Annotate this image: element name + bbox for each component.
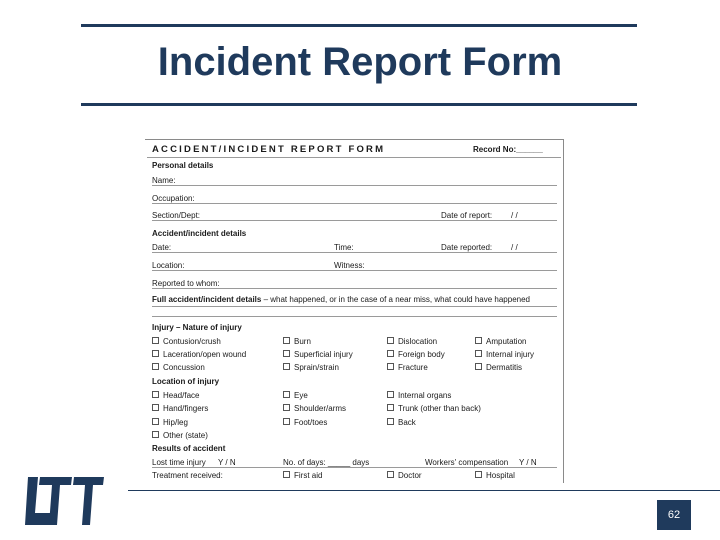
checkbox-icon (475, 337, 482, 344)
workers-comp-yn: Y / N (519, 458, 537, 467)
injury-option: Dermatitis (475, 363, 522, 372)
injury-option: Internal injury (475, 350, 534, 359)
section-accident-details: Accident/incident details (152, 229, 247, 238)
checkbox-icon (283, 418, 290, 425)
reported-to-line (152, 288, 557, 289)
checkbox-icon (283, 350, 290, 357)
injury-option: Amputation (475, 337, 526, 346)
occupation-line (152, 203, 557, 204)
injury-option: Burn (283, 337, 311, 346)
time-label: Time: (334, 243, 354, 252)
results-line (152, 467, 557, 468)
location-option: Other (state) (152, 431, 208, 440)
date-reported-label: Date reported: (441, 243, 493, 252)
checkbox-icon (283, 391, 290, 398)
footer-rule (128, 490, 720, 491)
location-option: Head/face (152, 391, 199, 400)
checkbox-icon (387, 391, 394, 398)
location-option: Hip/leg (152, 418, 188, 427)
treatment-option: First aid (283, 471, 322, 480)
location-option: Foot/toes (283, 418, 327, 427)
location-option: Back (387, 418, 416, 427)
page-number: 62 (657, 500, 691, 530)
checkbox-icon (152, 363, 159, 370)
checkbox-icon (475, 350, 482, 357)
checkbox-icon (387, 363, 394, 370)
date-label: Date: (152, 243, 172, 252)
section-personal-details: Personal details (152, 161, 214, 170)
injury-option: Dislocation (387, 337, 437, 346)
injury-heading: Injury – Nature of injury (152, 323, 242, 332)
form-divider (147, 157, 561, 158)
location-option: Trunk (other than back) (387, 404, 481, 413)
location-option: Internal organs (387, 391, 451, 400)
slide-title: Incident Report Form (157, 40, 563, 84)
lost-time-label: Lost time injury (152, 458, 206, 467)
checkbox-icon (283, 471, 290, 478)
location-option: Eye (283, 391, 308, 400)
checkbox-icon (475, 363, 482, 370)
date-of-report-slashes: / / (511, 211, 518, 220)
injury-option: Laceration/open wound (152, 350, 246, 359)
date-of-report-label: Date of report: (441, 211, 493, 220)
section-dept-label: Section/Dept: (152, 211, 201, 220)
lost-time-yn: Y / N (218, 458, 236, 467)
checkbox-icon (387, 471, 394, 478)
checkbox-icon (387, 404, 394, 411)
checkbox-icon (152, 404, 159, 411)
treatment-option: Doctor (387, 471, 422, 480)
name-label: Name: (152, 176, 176, 185)
treatment-label: Treatment received: (152, 471, 223, 480)
title-rule-bottom (81, 103, 637, 106)
injury-option: Contusion/crush (152, 337, 221, 346)
details-line-2 (152, 316, 557, 317)
treatment-option: Hospital (475, 471, 515, 480)
date-line (152, 252, 557, 253)
location-option: Shoulder/arms (283, 404, 346, 413)
checkbox-icon (283, 363, 290, 370)
location-label: Location: (152, 261, 185, 270)
location-of-injury-heading: Location of injury (152, 377, 220, 386)
checkbox-icon (152, 391, 159, 398)
checkbox-icon (152, 431, 159, 438)
record-number: Record No:______ (473, 145, 543, 154)
date-reported-slashes: / / (511, 243, 518, 252)
checkbox-icon (152, 337, 159, 344)
injury-option: Sprain/strain (283, 363, 339, 372)
checkbox-icon (387, 337, 394, 344)
checkbox-icon (387, 350, 394, 357)
title-rule-top (81, 24, 637, 27)
no-of-days-label: No. of days: _____ days (283, 458, 370, 467)
checkbox-icon (152, 418, 159, 425)
itt-logo (24, 475, 104, 527)
details-line-1 (152, 306, 557, 307)
injury-option: Foreign body (387, 350, 445, 359)
reported-to-label: Reported to whom: (152, 279, 220, 288)
full-details-bold: Full accident/incident details (152, 295, 262, 304)
checkbox-icon (283, 337, 290, 344)
name-line (152, 185, 557, 186)
full-details-rest: – what happened, or in the case of a near miss, what could have happened (261, 295, 530, 304)
injury-option: Fracture (387, 363, 428, 372)
workers-comp-label: Workers' compensation (425, 458, 509, 467)
accident-report-form-image (145, 139, 564, 483)
results-heading: Results of accident (152, 444, 226, 453)
occupation-label: Occupation: (152, 194, 195, 203)
checkbox-icon (283, 404, 290, 411)
form-heading: ACCIDENT/INCIDENT REPORT FORM (152, 144, 386, 155)
section-dept-line (152, 220, 557, 221)
full-details-label (152, 295, 530, 304)
checkbox-icon (475, 471, 482, 478)
witness-label: Witness: (334, 261, 365, 270)
injury-option: Concussion (152, 363, 205, 372)
injury-option: Superficial injury (283, 350, 353, 359)
checkbox-icon (152, 350, 159, 357)
location-option: Hand/fingers (152, 404, 208, 413)
location-line (152, 270, 557, 271)
checkbox-icon (387, 418, 394, 425)
